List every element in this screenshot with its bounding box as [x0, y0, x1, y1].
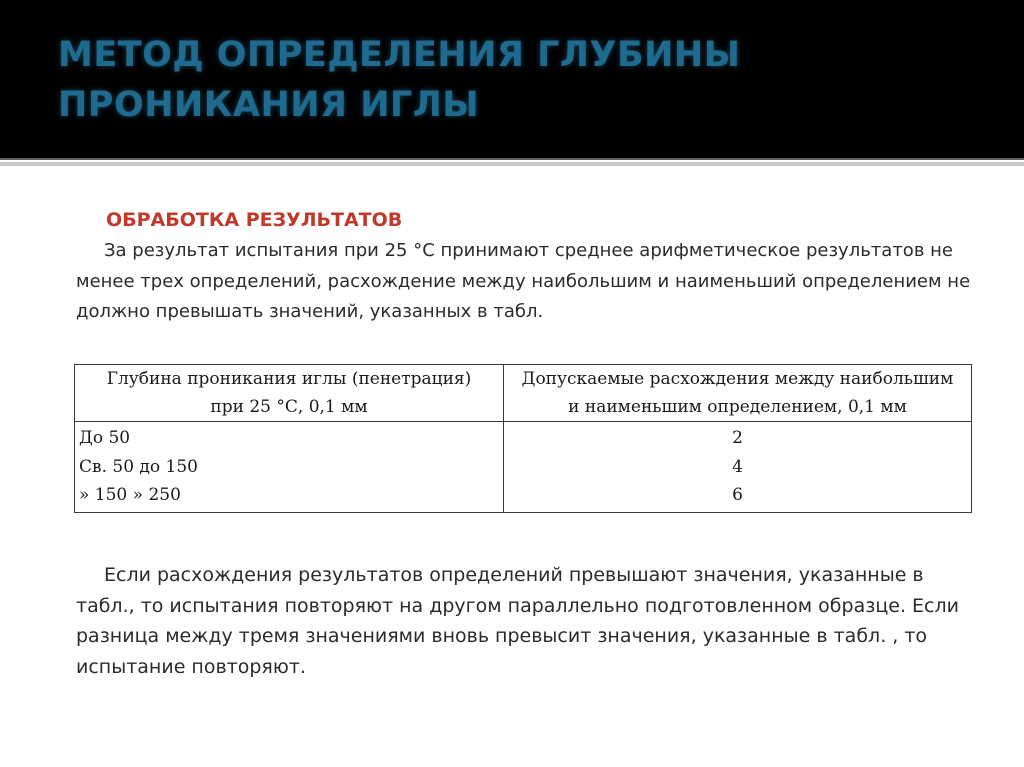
range-cell: Св. 50 до 150: [79, 456, 198, 477]
table-header-tolerance-line1: Допускаемые расхождения между наибольшим: [521, 369, 954, 389]
table-header-penetration-line1: Глубина проникания иглы (пенетрация): [106, 369, 472, 389]
range-cell: До 50: [79, 428, 131, 448]
table-header-row: [75, 365, 972, 422]
section-heading: ОБРАБОТКА РЕЗУЛЬТАТОВ: [106, 209, 403, 231]
slide-title: [58, 30, 998, 130]
range-cell: » 150 » 250: [79, 485, 181, 505]
repeat-test-paragraph: Если расхождения результатов определений превышают значения, указанные в табл., то испытания повторяют на другом параллельно подготовленном образце. Если разница между тремя значениями вновь превысит значения, указанные в табл. , то испытание повторяют.: [76, 564, 959, 678]
title-banner: [0, 0, 1024, 158]
tolerance-table: [74, 364, 972, 513]
results-paragraph: За результат испытания при 25 °С принимают среднее арифметическое результатов не менее трех определений, расхождение между наибольшим и наименьший определением не должно превышать значений, указанных в табл.: [76, 240, 971, 322]
tolerance-cell: 4: [732, 456, 743, 477]
title-divider: [0, 158, 1024, 160]
table-cell-tolerances: [504, 422, 972, 513]
tolerance-cell: 6: [732, 485, 743, 505]
slide-title-line1: МЕТОД ОПРЕДЕЛЕНИЯ ГЛУБИНЫ: [58, 35, 741, 75]
tolerance-cell: 2: [732, 428, 743, 448]
table-header-tolerance-line2: и наименьшим определением, 0,1 мм: [568, 397, 907, 417]
title-divider-shadow: [0, 162, 1024, 166]
slide-title-line2: ПРОНИКАНИЯ ИГЛЫ: [58, 85, 480, 125]
table-cell-ranges: [75, 422, 504, 513]
table-header-tolerance: [504, 365, 972, 422]
table-row: [75, 422, 972, 513]
table-header-penetration-line2: при 25 °С, 0,1 мм: [210, 397, 368, 417]
table-header-penetration: [75, 365, 504, 422]
